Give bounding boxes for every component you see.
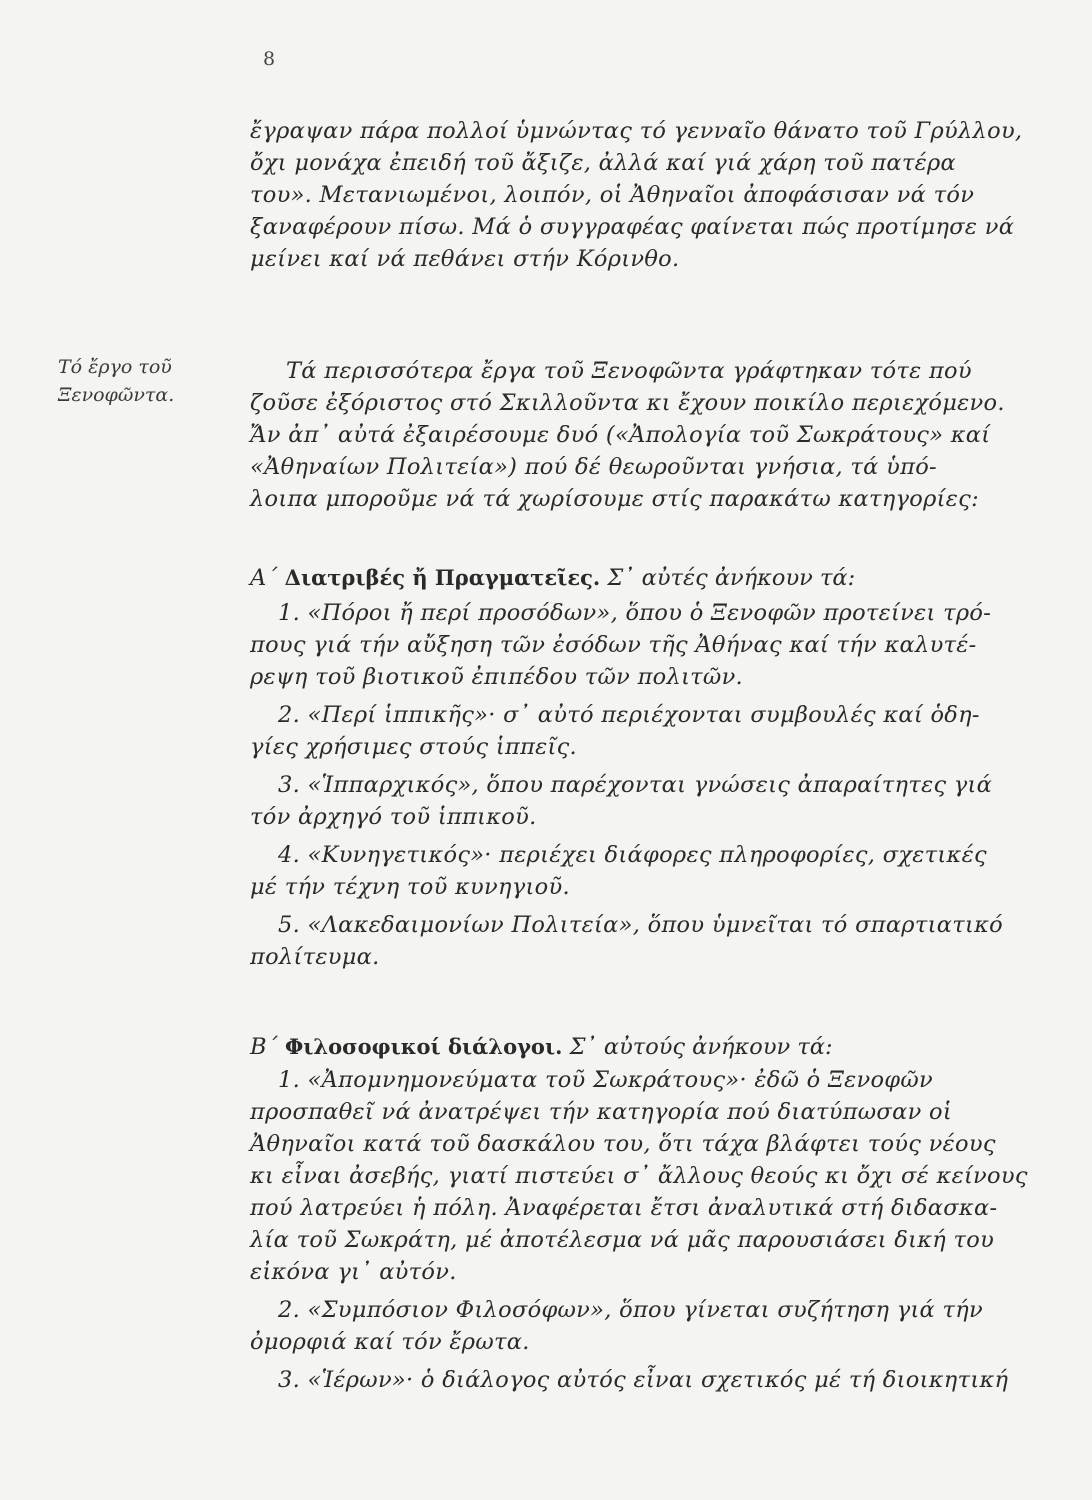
list-item-line: 2. «Περί ἱππικῆς»· σ᾽ αὐτό περιέχονται συμβουλές καί ὁδη- <box>278 702 980 728</box>
list-item-line: μέ τήν τέχνη τοῦ κυνηγιοῦ. <box>250 874 570 900</box>
list-item-line: Ἀθηναῖοι κατά τοῦ δασκάλου του, ὅτι τάχα βλάφτει τούς νέους <box>250 1131 996 1157</box>
list-item-line: ρεψη τοῦ βιοτικοῦ ἐπιπέδου τῶν πολιτῶν. <box>250 664 744 690</box>
text-line: ζοῦσε ἐξόριστος στό Σκιλλοῦντα κι ἔχουν ποικίλο περιεχόμενο. <box>250 390 1005 416</box>
section-a-list <box>250 597 1072 973</box>
section-b-heading <box>250 1031 1072 1063</box>
margin-note <box>58 353 228 409</box>
section-b-list <box>250 1064 1072 1396</box>
list-item-line: 1. «Ἀπομνημονεύματα τοῦ Σωκράτους»· ἐδῶ ὁ Ξενοφῶν <box>278 1067 933 1093</box>
list-item-line: 3. «Ἱππαρχικός», ὅπου παρέχονται γνώσεις ἀπαραίτητες γιά <box>278 772 993 798</box>
list-item-line: ὀμορφιά καί τόν ἔρωτα. <box>250 1329 530 1355</box>
section-label: Β΄ <box>250 1034 278 1060</box>
section-title: Φιλοσοφικοί διάλογοι. <box>284 1034 563 1059</box>
list-item-line: λία τοῦ Σωκράτη, μέ ἀποτέλεσμα νά μᾶς παρουσιάσει δική του <box>250 1227 995 1253</box>
page-number: 8 <box>263 48 277 70</box>
section-title: Διατριβές ἤ Πραγματεῖες. <box>284 565 601 590</box>
works-paragraph <box>250 355 1072 515</box>
section-intro: Σ᾽ αὐτές ἀνήκουν τά: <box>607 565 856 591</box>
section-label: Α΄ <box>250 565 278 591</box>
text-line: του». Μετανιωμένοι, λοιπόν, οἱ Ἀθηναῖοι ἀποφάσισαν νά τόν <box>250 182 975 208</box>
text-line: «Ἀθηναίων Πολιτεία») πού δέ θεωροῦνται γνήσια, τά ὑπό- <box>250 454 937 480</box>
text-line: ξαναφέρουν πίσω. Μά ὁ συγγραφέας φαίνεται πώς προτίμησε νά <box>250 214 1015 240</box>
text-line: ὄχι μονάχα ἐπειδή τοῦ ἄξιζε, ἀλλά καί γιά χάρη τοῦ πατέρα <box>250 150 957 176</box>
section-intro: Σ᾽ αὐτούς ἀνήκουν τά: <box>569 1034 833 1060</box>
list-item-line: γίες χρήσιμες στούς ἱππεῖς. <box>250 734 577 760</box>
list-item-line: πους γιά τήν αὔξηση τῶν ἐσόδων τῆς Ἀθήνας καί τήν καλυτέ- <box>250 632 977 658</box>
list-item-line: προσπαθεῖ νά ἀνατρέψει τήν κατηγορία πού διατύπωσαν οἱ <box>250 1099 952 1125</box>
list-item-line: εἰκόνα γι᾽ αὐτόν. <box>250 1259 457 1285</box>
text-line: Ἄν ἀπ᾽ αὐτά ἐξαιρέσουμε δυό («Ἀπολογία τοῦ Σωκράτους» καί <box>250 422 991 448</box>
text-line: λοιπα μποροῦμε νά τά χωρίσουμε στίς παρακάτω κατηγορίες: <box>250 486 979 512</box>
intro-paragraph <box>250 115 1072 275</box>
text-line: Τά περισσότερα ἔργα τοῦ Ξενοφῶντα γράφτηκαν τότε πού <box>286 358 972 384</box>
list-item-line: 2. «Συμπόσιον Φιλοσόφων», ὅπου γίνεται συζήτηση γιά τήν <box>278 1297 984 1323</box>
list-item-line: πολίτευμα. <box>250 944 380 970</box>
list-item-line: 1. «Πόροι ἤ περί προσόδων», ὅπου ὁ Ξενοφῶν προτείνει τρό- <box>278 600 992 626</box>
margin-note-line: Ξενοφῶντα. <box>58 384 175 406</box>
margin-note-line: Τό ἔργο τοῦ <box>58 356 172 378</box>
section-a-heading <box>250 562 1072 594</box>
text-line: ἔγραψαν πάρα πολλοί ὑμνώντας τό γενναῖο θάνατο τοῦ Γρύλλου, <box>250 118 1023 144</box>
list-item-line: 3. «Ἱέρων»· ὁ διάλογος αὐτός εἶναι σχετικός μέ τή διοικητική <box>278 1367 1009 1393</box>
list-item-line: κι εἶναι ἀσεβής, γιατί πιστεύει σ᾽ ἄλλους θεούς κι ὄχι σέ κείνους <box>250 1163 1028 1189</box>
list-item-line: πού λατρεύει ἡ πόλη. Ἀναφέρεται ἔτσι ἀναλυτικά στή διδασκα- <box>250 1195 998 1221</box>
list-item-line: 4. «Κυνηγετικός»· περιέχει διάφορες πληροφορίες, σχετικές <box>278 842 987 868</box>
text-line: μείνει καί νά πεθάνει στήν Κόρινθο. <box>250 246 680 272</box>
list-item-line: τόν ἀρχηγό τοῦ ἱππικοῦ. <box>250 804 537 830</box>
list-item-line: 5. «Λακεδαιμονίων Πολιτεία», ὅπου ὑμνεῖται τό σπαρτιατικό <box>278 912 1003 938</box>
